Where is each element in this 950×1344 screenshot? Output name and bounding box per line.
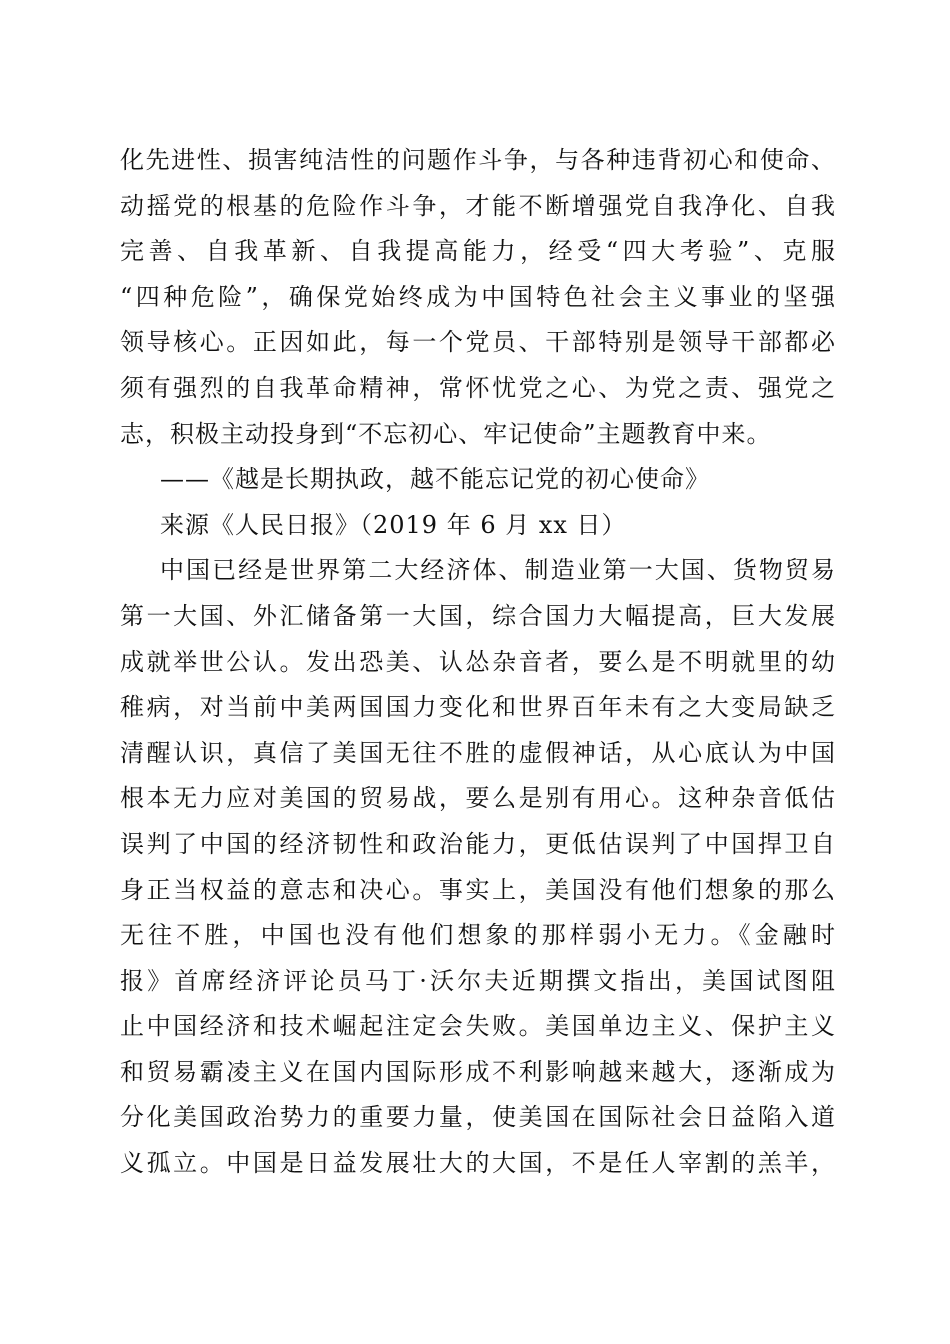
body-text <box>120 138 835 1187</box>
text-line: 身正当权益的意志和决心。事实上，美国没有他们想象的那么 <box>120 875 835 904</box>
text-line: 志，积极主动投身到“不忘初心、牢记使命”主题教育中来。 <box>120 419 772 448</box>
text-line: 第一大国、外汇储备第一大国，综合国力大幅提高，巨大发展 <box>120 601 835 630</box>
source-line: 来源《人民日报》（2019 年 6 月 xx 日） <box>160 510 627 539</box>
text-line: 报》首席经济评论员马丁·沃尔夫近期撰文指出，美国试图阻 <box>120 966 835 995</box>
text-line: 义孤立。中国是日益发展壮大的大国，不是任人宰割的羔羊， <box>120 1149 835 1178</box>
text-line: 止中国经济和技术崛起注定会失败。美国单边主义、保护主义 <box>120 1012 835 1041</box>
text-line: 动摇党的根基的危险作斗争，才能不断增强党自我净化、自我 <box>120 191 835 220</box>
text-line: 化先进性、损害纯洁性的问题作斗争，与各种违背初心和使命、 <box>120 146 835 174</box>
text-line: “四种危险”，确保党始终成为中国特色社会主义事业的坚强 <box>120 282 835 311</box>
text-line: 稚病，对当前中美两国国力变化和世界百年未有之大变局缺乏 <box>120 693 835 722</box>
text-line: 成就举世公认。发出恐美、认怂杂音者，要么是不明就里的幼 <box>120 647 835 676</box>
text-line: 清醒认识，真信了美国无往不胜的虚假神话，从心底认为中国 <box>120 738 835 767</box>
text-line: 须有强烈的自我革命精神，常怀忧党之心、为党之责、强党之 <box>120 373 835 402</box>
text-line: 完善、自我革新、自我提高能力，经受“四大考验”、克服 <box>120 237 835 266</box>
text-line: 和贸易霸凌主义在国内国际形成不利影响越来越大，逐渐成为 <box>120 1057 835 1086</box>
text-line: 误判了中国的经济韧性和政治能力，更低估误判了中国捍卫自 <box>120 829 835 858</box>
text-line: 无往不胜，中国也没有他们想象的那样弱小无力。《金融时 <box>120 921 835 950</box>
citation-line: ——《越是长期执政，越不能忘记党的初心使命》 <box>160 465 710 494</box>
text-line: 领导核心。正因如此，每一个党员、干部特别是领导干部都必 <box>120 328 835 357</box>
text-line: 分化美国政治势力的重要力量，使美国在国际社会日益陷入道 <box>120 1103 835 1132</box>
text-line: 中国已经是世界第二大经济体、制造业第一大国、货物贸易 <box>160 556 835 585</box>
text-line: 根本无力应对美国的贸易战，要么是别有用心。这种杂音低估 <box>120 784 835 813</box>
